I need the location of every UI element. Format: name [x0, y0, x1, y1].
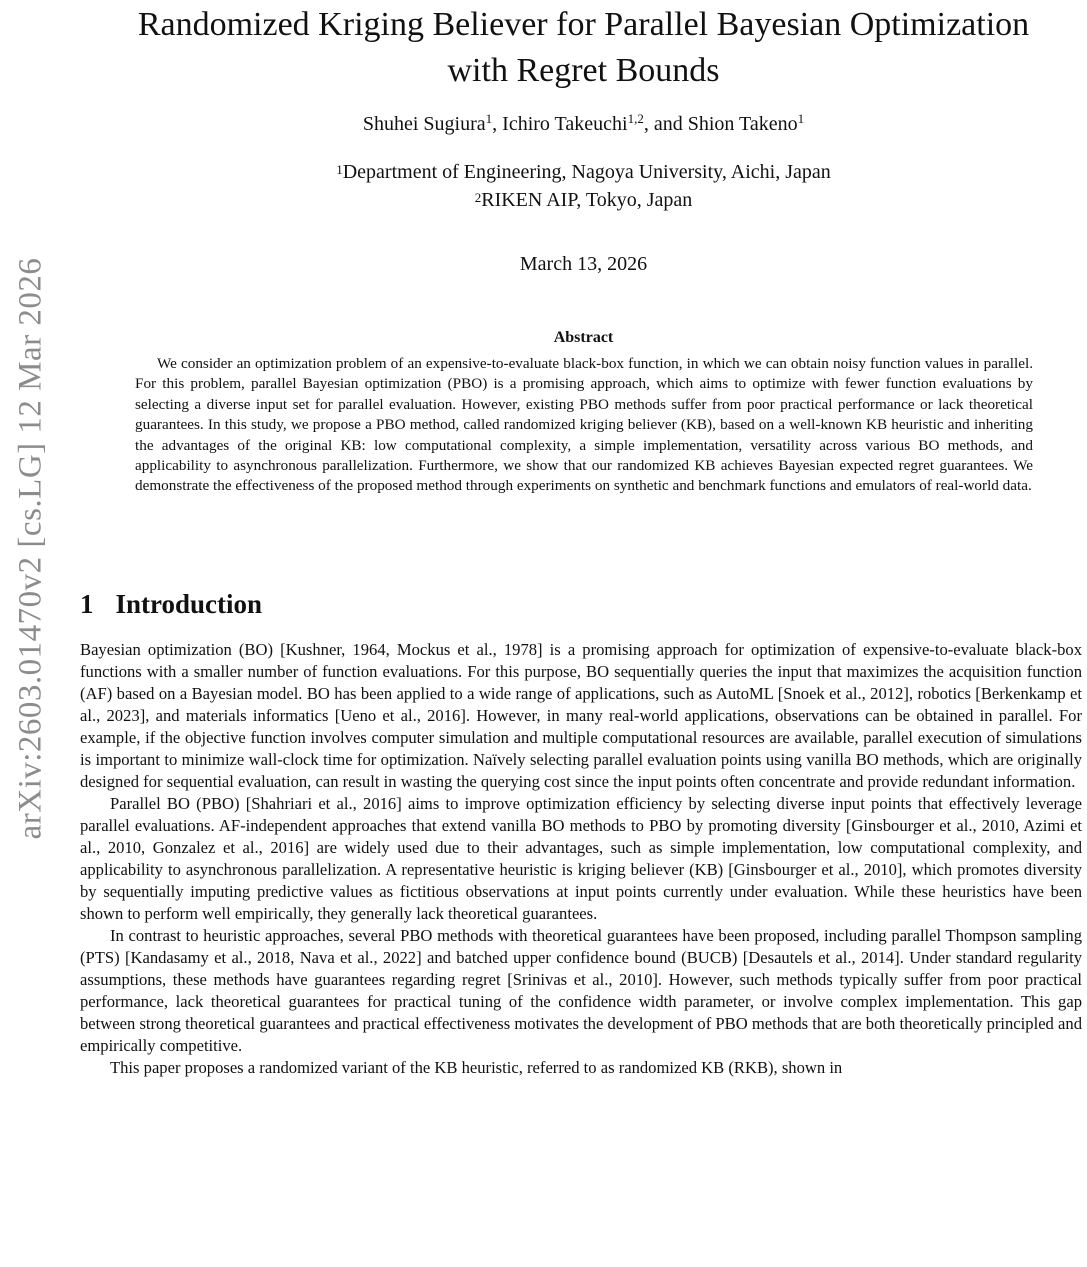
abstract-heading: Abstract	[553, 329, 614, 346]
affiliation-text: RIKEN AIP, Tokyo, Japan	[481, 189, 693, 211]
affiliation-1	[80, 158, 1087, 186]
paragraph: Bayesian optimization (BO) [Kushner, 1964, Mockus et al., 1978] is a promising approach for optimization of expensive-to-evaluate black-box functions with a smaller number of function evaluations. For this purpose, BO sequentially queries the input that maximizes the acquisition function (AF) based on a Bayesian model. BO has been applied to a wide range of applications, such as AutoML [Snoek et al., 2012], robotics [Berkenkamp et al., 2023], and materials informatics [Ueno et al., 2016]. However, in many real-world applications, observations can be obtained in parallel. For example, if the objective function involves computer simulation and multiple computational resources are available, parallel execution of simulations is important to minimize wall-clock time for optimization. Naïvely selecting parallel evaluation points using vanilla BO methods, which are originally designed for sequential evaluation, can result in wasting the querying cost since the input points often concentrate and provide redundant information.	[80, 640, 1082, 791]
section-number: 1	[80, 589, 94, 619]
author-name: Ichiro Takeuchi	[502, 113, 628, 135]
author-separator: ,	[492, 113, 503, 135]
paragraph: Parallel BO (PBO) [Shahriari et al., 2016] aims to improve optimization efficiency by selecting diverse input points that effectively leverage parallel evaluations. AF-independent approaches that extend vanilla BO methods to PBO by promoting diversity [Ginsbourger et al., 2010, Azimi et al., 2010, Gonzalez et al., 2016] are widely used due to their advantages, such as simple implementation, low computational complexity, and applicability to asynchronous parallelization. A representative heuristic is kriging believer (KB) [Ginsbourger et al., 2010], which promotes diversity by sequentially imputing predictive values as fictitious observations at input points currently under evaluation. While these heuristics have been shown to perform well empirically, they generally lack theoretical guarantees.	[80, 794, 1082, 923]
author-list	[80, 113, 1087, 136]
paragraph: This paper proposes a randomized variant of the KB heuristic, referred to as randomized KB (RKB), shown in	[110, 1058, 843, 1077]
section-heading	[80, 589, 262, 620]
abstract-text: We consider an optimization problem of an expensive-to-evaluate black-box function, in which we can obtain noisy function values in parallel. For this problem, parallel Bayesian optimization (PBO) is a promising approach, which aims to optimize with fewer function evaluations by selecting a diverse input set for parallel evaluation. However, existing PBO methods suffer from poor practical performance or lack theoretical guarantees. In this study, we propose a PBO method, called randomized kriging believer (KB), based on a well-known KB heuristic and inheriting the advantages of the original KB: low computational complexity, a simple implementation, versatility across various BO methods, and applicability to asynchronous parallelization. Furthermore, we show that our randomized KB achieves Bayesian expected regret guarantees. We demonstrate the effectiveness of the proposed method through experiments on synthetic and benchmark functions and emulators of real-world data.	[135, 355, 1033, 495]
title-line-1: Randomized Kriging Believer for Parallel Bayesian Optimization	[137, 6, 1030, 43]
author-separator: , and	[643, 113, 688, 135]
affiliations	[80, 158, 1087, 214]
author-name: Shuhei Sugiura	[362, 113, 486, 135]
arxiv-identifier	[8, 248, 53, 848]
affiliation-mark: 1	[336, 162, 343, 177]
paper-title	[80, 2, 1087, 94]
author-affil-mark: 1	[485, 111, 493, 126]
title-line-2: with Regret Bounds	[447, 52, 720, 89]
affiliation-2	[80, 186, 1087, 214]
section-title: Introduction	[115, 589, 263, 619]
introduction-body	[80, 639, 1082, 1079]
publication-date: March 13, 2026	[519, 253, 648, 275]
affiliation-mark: 2	[474, 190, 482, 205]
author-affil-mark: 1,2	[627, 111, 644, 126]
author-affil-mark: 1	[797, 111, 805, 126]
affiliation-text: Department of Engineering, Nagoya University, Aichi, Japan	[342, 161, 831, 183]
paragraph: In contrast to heuristic approaches, several PBO methods with theoretical guarantees have been proposed, including parallel Thompson sampling (PTS) [Kandasamy et al., 2018, Nava et al., 2022] and batched upper confidence bound (BUCB) [Desautels et al., 2014]. Under standard regularity assumptions, these methods have guarantees regarding regret [Srinivas et al., 2010]. However, such methods typically suffer from poor practical performance, lack theoretical guarantees for practical tuning of the confidence width parameter, or involve complex implementation. This gap between strong theoretical guarantees and practical effectiveness motivates the development of PBO methods that are both theoretically principled and empirically competitive.	[80, 926, 1082, 1055]
arxiv-identifier-text: arXiv:2603.01470v2 [cs.LG] 12 Mar 2026	[12, 257, 48, 839]
author-name: Shion Takeno	[687, 113, 798, 135]
